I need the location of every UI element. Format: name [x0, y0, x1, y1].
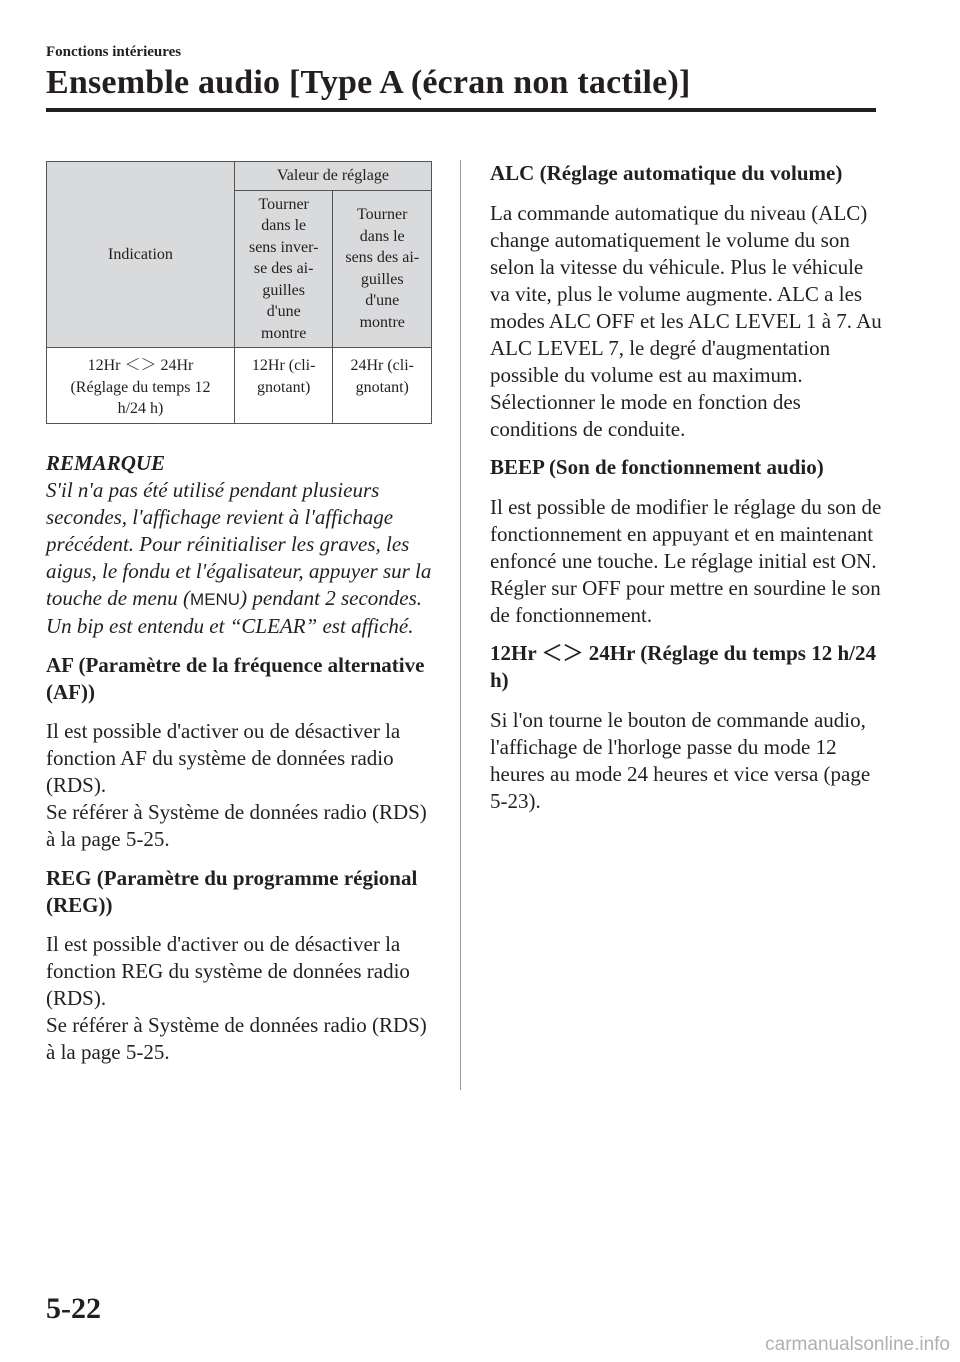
watermark: carmanualsonline.info	[765, 1334, 950, 1355]
af-heading: AF (Paramètre de la fréquence alternative (AF))	[46, 653, 425, 704]
beep-body: Il est possible de modifier le réglage du son de fonctionnement en appuyant et en maintenant enfoncé une touche. Le réglage initial est ON. Régler sur OFF pour mettre en sourdine le son de fonctionnement.	[490, 495, 882, 627]
table-row	[47, 348, 432, 424]
beep-heading: BEEP (Son de fonctionnement audio)	[490, 455, 824, 479]
settings-table	[46, 161, 432, 424]
clock-format-heading: 12Hr ＜＞ 24Hr (Réglage du temps 12 h/24 h)	[490, 641, 876, 692]
header-counter-clockwise: Tourner dans le sens inver- se des ai- guilles d'une montre	[234, 190, 333, 348]
clock-format-body: Si l'on tourne le bouton de commande audio, l'affichage de l'horloge passe du mode 12 heures au mode 24 heures et vice versa (page 5-23).	[490, 708, 871, 813]
menu-key-label: MENU	[190, 590, 241, 609]
section-label: Fonctions intérieures	[46, 44, 182, 60]
cell-indication: 12Hr ＜＞ 24Hr (Réglage du temps 12 h/24 h)	[47, 348, 235, 424]
header-indication: Indication	[47, 162, 235, 348]
cell-clockwise: 24Hr (cli- gnotant)	[333, 348, 432, 424]
alc-heading: ALC (Réglage automatique du volume)	[490, 161, 843, 185]
page-title: Ensemble audio [Type A (écran non tactile)]	[46, 64, 691, 101]
note-text: S'il n'a pas été utilisé pendant plusieurs secondes, l'affichage revient à l'affichage précédent. Pour réinitialiser les graves, les aigus, le fondu et l'égalisateur, appuyer sur la touche de menu (MENU) pendant 2 secondes. Un bip est entendu et “CLEAR” est affiché.	[46, 478, 432, 638]
alc-body: La commande automatique du niveau (ALC) change automatiquement le volume du son selon la vitesse du véhicule. Plus le véhicule va vite, plus le volume augmente. ALC a les modes ALC OFF et les ALC LEVEL 1 à 7. Au ALC LEVEL 7, le degré d'augmentation possible du volume est au maximum. Sélectionner le mode en fonction des conditions de conduite.	[490, 201, 882, 441]
left-column	[46, 450, 436, 1066]
reg-body: Il est possible d'activer ou de désactiver la fonction REG du système de données radio (RDS).	[46, 932, 410, 1010]
reg-heading: REG (Paramètre du programme régional (REG))	[46, 866, 418, 917]
column-divider	[460, 160, 461, 1090]
cell-counter-clockwise: 12Hr (cli- gnotant)	[234, 348, 333, 424]
af-body: Il est possible d'activer ou de désactiver la fonction AF du système de données radio (RDS).	[46, 719, 401, 797]
page-number: 5-22	[46, 1292, 101, 1325]
header-clockwise: Tourner dans le sens des ai- guilles d'une montre	[333, 190, 432, 348]
reg-reference: Se référer à Système de données radio (RDS) à la page 5-25.	[46, 1013, 427, 1064]
header-setting-value: Valeur de réglage	[234, 162, 431, 191]
title-rule	[46, 108, 876, 112]
af-reference: Se référer à Système de données radio (RDS) à la page 5-25.	[46, 800, 427, 851]
right-column	[490, 160, 882, 815]
note-heading: REMARQUE	[46, 451, 166, 475]
